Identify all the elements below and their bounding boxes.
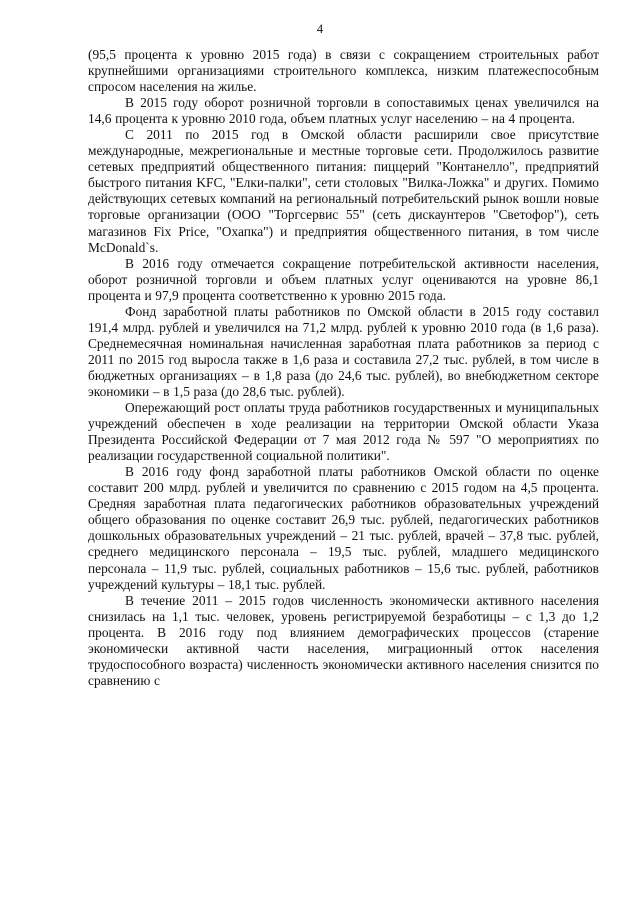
paragraph-trade-networks: С 2011 по 2015 год в Омской области расширили свое присутствие международные, межрегиональные и местные торговые сети. Продолжилось развитие сетевых предприятий общественного питания: пиццерий "Контанелло", предприятий быстрого питания KFC, "Елки-палки", сети столовых "Вилка-Ложка" и других. Помимо действующих сетевых компаний на региональный потребительский рынок вошли новые торговые организации (ООО "Торгсервис 55" (сеть дискаунтеров "Светофор"), сеть магазинов Fix Price, "Охапка") и предприятия общественного питания, в том числе McDonald`s. [88,127,599,255]
paragraph-labor-force: В течение 2011 – 2015 годов численность экономически активного населения снизилась на 1,1 тыс. человек, уровень регистрируемой безработицы – с 1,3 до 1,2 процента. В 2016 году под влиянием демографических процессов (старение экономически активной части населения, миграционный отток населения трудоспособного возраста) численность экономически активного населения снизится по сравнению с [88,592,599,688]
document-body [88,47,599,689]
page-number: 4 [316,22,324,36]
paragraph-public-sector-pay: Опережающий рост оплаты труда работников государственных и муниципальных учреждений обеспечен в ходе реализации на территории Омской области Указа Президента Российской Федерации от 7 мая 2012 года № 597 "О мероприятиях по реализации государственной социальной политики". [88,400,599,464]
paragraph-construction: (95,5 процента к уровню 2015 года) в связи с сокращением строительных работ крупнейшими организациями строительного комплекса, низким платежеспособным спросом населения на жилье. [88,47,599,95]
paragraph-consumer-activity: В 2016 году отмечается сокращение потребительской активности населения, оборот розничной торговли и объем платных услуг оцениваются на уровне 86,1 процента и 97,9 процента соответственно к уровню 2015 года. [88,255,599,303]
paragraph-wage-fund: Фонд заработной платы работников по Омской области в 2015 году составил 191,4 млрд. рублей и увеличился на 71,2 млрд. рублей к уровню 2010 года (в 1,6 раза). Среднемесячная номинальная начисленная заработная плата работников за период с 2011 по 2015 год выросла также в 1,6 раза и составила 27,2 тыс. рублей, в том числе в бюджетных организациях – в 1,8 раза (до 24,6 тыс. рублей), во внебюджетном секторе экономики – в 1,5 раза (до 28,6 тыс. рублей). [88,303,599,399]
paragraph-retail-trade: В 2015 году оборот розничной торговли в сопоставимых ценах увеличился на 14,6 процента к уровню 2010 года, объем платных услуг населению – на 4 процента. [88,95,599,127]
paragraph-2016-wages: В 2016 году фонд заработной платы работников Омской области по оценке составит 200 млрд. рублей и увеличится по сравнению с 2015 годом на 4,5 процента. Средняя заработная плата педагогических работников образовательных учреждений общего образования по оценке составит 26,9 тыс. рублей, педагогических работников дошкольных образовательных учреждений – 21 тыс. рублей, врачей – 37,8 тыс. рублей, среднего медицинского персонала – 19,5 тыс. рублей, младшего медицинского персонала – 11,9 тыс. рублей, социальных работников – 15,6 тыс. рублей, работников учреждений культуры – 18,1 тыс. рублей. [88,464,599,592]
